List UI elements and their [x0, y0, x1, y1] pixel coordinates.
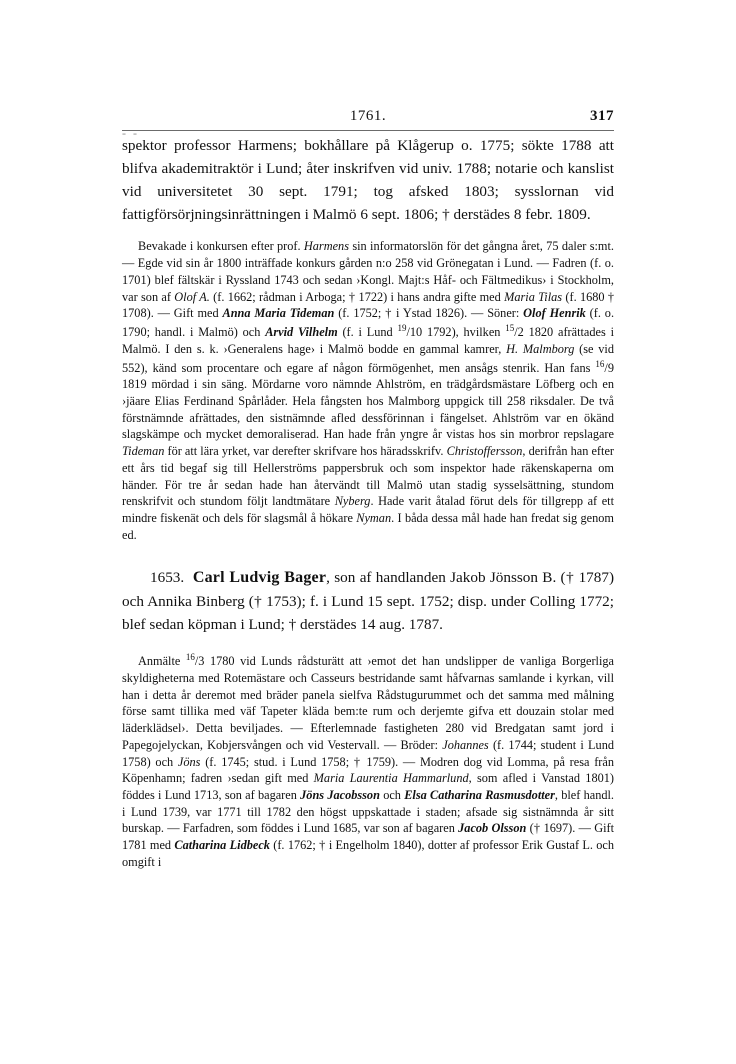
note-text: (f. 1744; student i Lund 1758) och — [122, 737, 614, 769]
scan-artifact-dashes: - - — [122, 126, 139, 140]
note-text: , blef handl. i Lund 1739, var 1771 till 1782 den högst uppskattade i staden; afsade sig sistnämnda år sitt burskap. — Farfadren, som föddes i Lund 1685, var son af bagaren — [122, 788, 614, 836]
person-name: Maria Laurentia Hammarlund — [313, 771, 469, 786]
person-name: Arvid Vilhelm — [265, 325, 338, 340]
entry-heading — [122, 566, 614, 637]
note-text: (f. 1680 † 1708). — Gift med — [122, 289, 615, 321]
note-text: (f. i Lund — [337, 325, 398, 340]
note-text: († 1697). — Gift 1781 med — [122, 821, 615, 853]
note-text: , derifrån han efter ett års tid begaf sig till Hellerströms pappersbruk och som inspektor hade räkenskaperna om händer. För tre år sedan hade han återvändt till Malmö utan stadig sysselsättning, stundom renskrifvit och stundom följt landtmätare — [122, 444, 614, 509]
person-name: Johannes — [442, 737, 489, 752]
person-name: Anna Maria Tideman — [222, 306, 335, 321]
person-name: Jöns Jacobsson — [300, 788, 380, 803]
note-text: /3 1780 vid Lunds rådsturätt att ›emot det han undslipper de vanliga Borgerliga skyldigheterna med Rotemästare och Casseurs bestridande samt håfvarnas samlande i kyrkan, vill han i detta år deremot med bräder panela sielfva Rådstugurummet och det samma med målning förse samt tillika med väf Tapeter kläda bem:te rum och derjemte gifva ett douzain stolar med läderklädsel›. Detta beviljades. — Efterlemnade fastigheten 280 vid Bredgatan samt jord i Papegojelyckan, Kobjersvången och vid Vestervall. — Bröder: — [122, 654, 614, 752]
paragraph-text: spektor professor Harmens; bokhållare på Klågerup o. 1775; sökte 1788 att blifva akademitraktör i Lund; åter inskrifven vid univ. 1788; notarie och kanslist vid universitetet 30 sept. 1791; tog afsked 1803; sysslornan vid fattigförsörjningsinrättningen i Malmö 6 sept. 1806; † derstädes 8 febr. 1809. — [122, 137, 614, 224]
note-text: och — [379, 788, 405, 803]
person-name: Christoffersson — [446, 444, 523, 459]
paragraph-biography-continuation — [122, 134, 614, 226]
note-text: /10 1792), hvilken — [406, 325, 506, 340]
person-name: Tideman — [122, 444, 165, 459]
person-name: Nyberg — [334, 494, 371, 509]
person-name: Olof Henrik — [523, 306, 586, 321]
person-name: Olof A. — [174, 289, 210, 304]
person-name: Elsa Catharina Rasmusdotter — [404, 788, 555, 803]
superscript-date: 19 — [397, 322, 407, 333]
paragraph-notes-1 — [122, 238, 614, 543]
person-name: Jacob Olsson — [458, 821, 527, 836]
note-text: Bevakade i konkursen efter prof. — [138, 239, 304, 254]
note-text: (se vid 552), känd som procentare och egare af någon förmögenhet, men ansågs stenrik. Han fans — [122, 341, 614, 375]
note-text: (f. 1745; stud. i Lund 1758; † 1759). — Modren dog vid Lomma, på resa från Köpenhamn; fadren ›sedan gift med — [122, 754, 614, 786]
note-text: Anmälte — [138, 654, 186, 669]
person-name: Nyman — [356, 511, 392, 526]
header-rule — [122, 130, 614, 131]
note-text: /2 1820 afrättades i Malmö. I den s. k. ›Generalens hage› i Malmö bodde en gammal kamrer, — [122, 325, 614, 356]
superscript-date: 16 — [595, 358, 605, 369]
page-number: 317 — [590, 108, 614, 124]
running-head-year: 1761. — [349, 108, 387, 124]
note-text: /9 1819 mördad i sin säng. Mördarne voro nämnde Ahlström, en trädgårdsmästare Löfberg och en ›jäare Elias Ferdinand Spårlåder. Hela fångsten hos Malmborg uppgick till 258 riksdaler. De två förstnämnde afrättades, den sistnämnde afled dessförinnan i fängelset. Ahlström var en ökänd slagskämpe och mycket demoraliserad. Han hade från yngre år vistas hos sin morbror repslagare — [122, 360, 614, 442]
note-text: (f. o. 1790; handl. i Malmö) och — [122, 306, 615, 340]
person-name: Harmens — [303, 239, 349, 254]
person-name: H. Malmborg — [506, 341, 575, 356]
superscript-date: 16 — [185, 652, 195, 663]
superscript-date: 15 — [505, 322, 515, 333]
note-text: (f. 1752; † i Ystad 1826). — Söner: — [334, 306, 524, 321]
note-text: sin informatorslön för det gångna året, 75 daler s:mt. — Egde vid sin år 1800 inträffade konkurs gården n:o 258 vid Grönegatan i Lund. — Fadren (f. o. 1701) blef fältskär i Ryssland 1743 och sedan ›Kongl. Majt:s Håf- och Fältmedikus› i Stockholm, var son af — [122, 239, 614, 304]
note-text: (f. 1762; † i Engelholm 1840), dotter af professor Erik Gustaf L. och omgift i — [122, 838, 614, 869]
entry-person-name: Carl Ludvig Bager — [192, 568, 327, 586]
person-name: Maria Tilas — [504, 289, 563, 304]
entry-body-text: , son af handlanden Jakob Jönsson B. († 1787) och Annika Binberg († 1753); f. i Lund 15 sept. 1752; disp. under Colling 1772; blef sedan köpman i Lund; † derstädes 14 aug. 1787. — [122, 568, 615, 633]
note-text: . I båda dessa mål hade han fredat sig genom ed. — [122, 511, 614, 542]
note-text: (f. 1662; rådman i Arboga; † 1722) i hans andra gifte med — [209, 289, 505, 304]
paragraph-notes-2 — [122, 651, 614, 870]
note-text: för att lära yrket, var derefter skrifvare hos häradsskrifv. — [164, 444, 447, 459]
entry-number: 1653. — [150, 568, 185, 586]
person-name: Catharina Lidbeck — [174, 838, 270, 853]
note-text: , som afled i Vanstad 1801) föddes i Lund 1713, son af bagaren — [122, 771, 614, 803]
note-text: . Hade varit åtalad förut dels för tillgrepp af ett mindre fiskenät och dels för slagsmål å hökare — [122, 494, 614, 526]
page-content — [122, 108, 614, 871]
running-head — [122, 108, 614, 140]
person-name: Jöns — [177, 754, 201, 769]
